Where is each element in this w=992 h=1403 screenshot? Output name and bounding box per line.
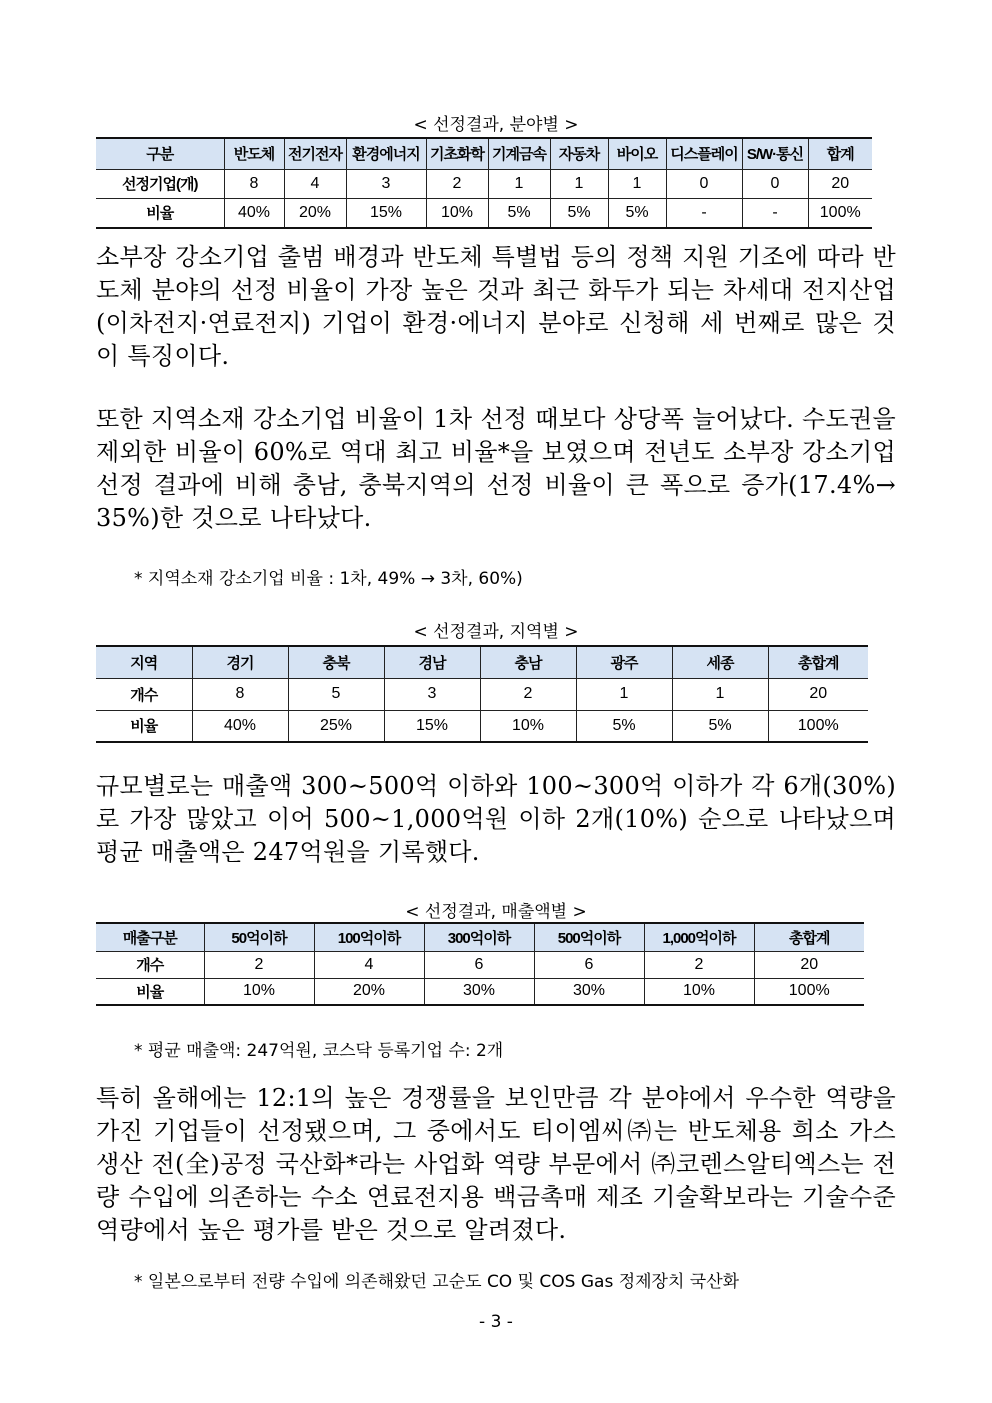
table3-caption: < 선정결과, 매출액별 > xyxy=(405,902,587,922)
table-cell: 5% xyxy=(550,198,608,228)
table-cell: 4 xyxy=(314,951,424,978)
table-cell: 8 xyxy=(224,169,284,198)
table-cell: 30% xyxy=(424,978,534,1005)
table-cell: 1 xyxy=(608,169,666,198)
table-cell: 2 xyxy=(480,678,576,710)
table-cell: 1 xyxy=(576,678,672,710)
table-cell: - xyxy=(742,198,808,228)
table-cell: 3 xyxy=(346,169,426,198)
column-header: 자동차 xyxy=(550,138,608,169)
column-header: 지역 xyxy=(96,646,192,678)
table-header-row xyxy=(96,646,868,678)
column-header: 구분 xyxy=(96,138,224,169)
table-cell: 100% xyxy=(768,710,868,742)
column-header: 전기전자 xyxy=(284,138,346,169)
table-row xyxy=(96,710,868,742)
column-header: S/W·통신 xyxy=(742,138,808,169)
paragraph-revenue-summary: 규모별로는 매출액 300~500억 이하와 100~300억 이하가 각 6개(30%)로 가장 많았고 이어 500~1,000억원 이하 2개(10%) 순으로 나타났으며 평균 매출액은 247억원을 기록했다. xyxy=(96,772,896,866)
column-header: 매출구분 xyxy=(96,923,204,951)
row-header: 개수 xyxy=(96,951,204,978)
column-header: 100억이하 xyxy=(314,923,424,951)
table-cell: 40% xyxy=(192,710,288,742)
column-header: 300억이하 xyxy=(424,923,534,951)
table-by-region xyxy=(96,645,868,743)
paragraph-regional-summary: 또한 지역소재 강소기업 비율이 1차 선정 때보다 상당폭 늘어났다. 수도권을 제외한 비율이 60%로 역대 최고 비율*을 보였으며 전년도 소부장 강소기업 선정 결과에 비해 충남, 충북지역의 선정 비율이 큰 폭으로 증가(17.4%→ 35%)한 것으로 나타났다. xyxy=(96,405,896,532)
table-cell: 100% xyxy=(808,198,872,228)
column-header: 합계 xyxy=(808,138,872,169)
table-cell: 20% xyxy=(284,198,346,228)
row-header: 비율 xyxy=(96,978,204,1005)
table-cell: 10% xyxy=(644,978,754,1005)
table-cell: 10% xyxy=(204,978,314,1005)
row-header: 선정기업(개) xyxy=(96,169,224,198)
table-cell: 30% xyxy=(534,978,644,1005)
table-cell: 6 xyxy=(424,951,534,978)
table-cell: 2 xyxy=(644,951,754,978)
table-cell: 0 xyxy=(666,169,742,198)
column-header: 경남 xyxy=(384,646,480,678)
column-header: 반도체 xyxy=(224,138,284,169)
column-header: 1,000억이하 xyxy=(644,923,754,951)
table-cell: 3 xyxy=(384,678,480,710)
table-cell: 2 xyxy=(204,951,314,978)
footnote-regional-ratio: * 지역소재 강소기업 비율 : 1차, 49% → 3차, 60%) xyxy=(134,569,523,589)
table-cell: 5% xyxy=(608,198,666,228)
table-cell: 5 xyxy=(288,678,384,710)
table-cell: 2 xyxy=(426,169,488,198)
table1-caption: < 선정결과, 분야별 > xyxy=(413,115,579,135)
table-header-row xyxy=(96,923,864,951)
column-header: 충북 xyxy=(288,646,384,678)
table-row xyxy=(96,678,868,710)
column-header: 세종 xyxy=(672,646,768,678)
table-cell: 25% xyxy=(288,710,384,742)
table-row xyxy=(96,169,872,198)
column-header: 디스플레이 xyxy=(666,138,742,169)
table-cell: 4 xyxy=(284,169,346,198)
table-cell: 0 xyxy=(742,169,808,198)
table-cell: 1 xyxy=(550,169,608,198)
table-cell: 20 xyxy=(808,169,872,198)
table-row xyxy=(96,951,864,978)
row-header: 개수 xyxy=(96,678,192,710)
column-header: 바이오 xyxy=(608,138,666,169)
column-header: 500억이하 xyxy=(534,923,644,951)
column-header: 기초화학 xyxy=(426,138,488,169)
page-number: - 3 - xyxy=(479,1312,513,1332)
table-cell: 10% xyxy=(426,198,488,228)
footnote-average-revenue: * 평균 매출액: 247억원, 코스닥 등록기업 수: 2개 xyxy=(134,1041,504,1061)
table-by-revenue xyxy=(96,922,864,1006)
table-cell: 10% xyxy=(480,710,576,742)
table-cell: 40% xyxy=(224,198,284,228)
column-header: 50억이하 xyxy=(204,923,314,951)
paragraph-field-summary: 소부장 강소기업 출범 배경과 반도체 특별법 등의 정책 지원 기조에 따라 반도체 분야의 선정 비율이 가장 높은 것과 최근 화두가 되는 차세대 전지산업(이차전지·연료전지) 기업이 환경·에너지 분야로 신청해 세 번째로 많은 것이 특징이다. xyxy=(96,243,896,370)
table-cell: 1 xyxy=(672,678,768,710)
column-header: 경기 xyxy=(192,646,288,678)
table-cell: 100% xyxy=(754,978,864,1005)
column-header: 기계금속 xyxy=(488,138,550,169)
column-header: 충남 xyxy=(480,646,576,678)
table-cell: 6 xyxy=(534,951,644,978)
column-header: 환경에너지 xyxy=(346,138,426,169)
table-cell: 8 xyxy=(192,678,288,710)
table-cell: 15% xyxy=(384,710,480,742)
table-header-row xyxy=(96,138,872,169)
column-header: 총합계 xyxy=(768,646,868,678)
table-row xyxy=(96,978,864,1005)
table-by-field xyxy=(96,137,872,229)
table-cell: 20% xyxy=(314,978,424,1005)
table-cell: 5% xyxy=(488,198,550,228)
table2-caption: < 선정결과, 지역별 > xyxy=(413,622,579,642)
table-cell: - xyxy=(666,198,742,228)
table-cell: 5% xyxy=(672,710,768,742)
row-header: 비율 xyxy=(96,710,192,742)
table-cell: 20 xyxy=(768,678,868,710)
table-cell: 20 xyxy=(754,951,864,978)
table-cell: 1 xyxy=(488,169,550,198)
table-cell: 5% xyxy=(576,710,672,742)
paragraph-highlights: 특히 올해에는 12:1의 높은 경쟁률을 보인만큼 각 분야에서 우수한 역량을 가진 기업들이 선정됐으며, 그 중에서도 티이엠씨㈜는 반도체용 희소 가스 생산 전(全)공정 국산화*라는 사업화 역량 부문에서 ㈜코렌스알티엑스는 전량 수입에 의존하는 수소 연료전지용 백금촉매 제조 기술확보라는 기술수준 역량에서 높은 평가를 받은 것으로 알려졌다. xyxy=(96,1084,896,1244)
column-header: 광주 xyxy=(576,646,672,678)
table-row xyxy=(96,198,872,228)
table-cell: 15% xyxy=(346,198,426,228)
footnote-localization: * 일본으로부터 전량 수입에 의존해왔던 고순도 CO 및 COS Gas 정제장치 국산화 xyxy=(134,1272,740,1292)
row-header: 비율 xyxy=(96,198,224,228)
column-header: 총합계 xyxy=(754,923,864,951)
